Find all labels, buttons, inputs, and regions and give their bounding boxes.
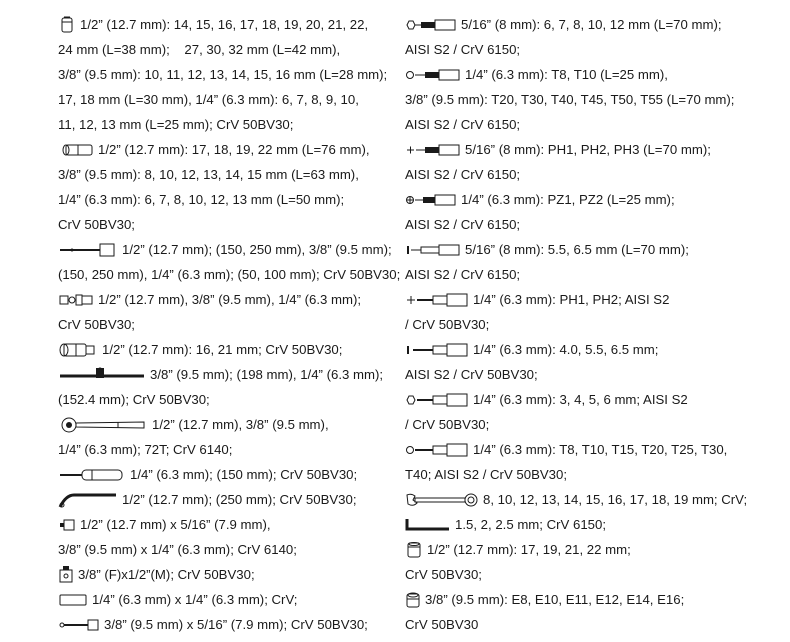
deep-socket-icon [58, 143, 94, 157]
spec-line [405, 187, 785, 212]
spec-text: 5/16” (8 mm): 6, 7, 8, 10, 12 mm (L=70 mm); [461, 17, 722, 32]
spec-text: 1/4” (6.3 mm): PH1, PH2; AISI S2 [473, 292, 670, 307]
spec-line [58, 237, 392, 262]
spec-text: AISI S2 / CrV 6150; [405, 42, 521, 57]
spec-text: (150, 250 mm), 1/4” (6.3 mm); (50, 100 mm); CrV 50BV30; [58, 267, 401, 282]
spec-line [405, 512, 785, 537]
t-bar-icon [58, 366, 146, 384]
spec-line [405, 237, 785, 262]
spec-text: AISI S2 / CrV 6150; [405, 167, 521, 182]
spec-line [405, 37, 785, 62]
spec-text: 1/4” (6.3 mm): 6, 7, 8, 10, 12, 13 mm (L=50 mm); [58, 192, 345, 207]
spec-text: / CrV 50BV30; [405, 317, 490, 332]
spec-line [58, 137, 388, 162]
spec-line [58, 587, 388, 612]
spec-text: AISI S2 / CrV 6150; [405, 117, 521, 132]
spec-text: 1/2” (12.7 mm); (250 mm); CrV 50BV30; [122, 492, 357, 507]
spec-line [58, 162, 388, 187]
spec-line [58, 562, 388, 587]
spec-line [405, 12, 785, 37]
spec-line [58, 437, 388, 462]
spec-line [405, 437, 785, 462]
e-torx-socket-icon [405, 591, 421, 609]
spec-line [405, 87, 785, 112]
spec-text: (152.4 mm); CrV 50BV30; [58, 392, 210, 407]
combination-wrench-icon [405, 491, 479, 509]
spec-text: CrV 50BV30 [405, 617, 479, 632]
spec-line [58, 387, 388, 412]
spec-line [405, 612, 785, 637]
right-spec-column [405, 12, 785, 637]
spec-line [405, 262, 785, 287]
spec-text: 17, 18 mm (L=30 mm), 1/4” (6.3 mm): 6, 7, 8, 9, 10, [58, 92, 359, 107]
spec-line [405, 287, 785, 312]
spec-text: 3/8” (9.5 mm): T20, T30, T40, T45, T50, T55 (L=70 mm); [405, 92, 735, 107]
bit-holder-icon [58, 593, 88, 607]
spec-line [58, 337, 388, 362]
spec-text: 1/4” (6.3 mm); 72T; CrV 6140; [58, 442, 233, 457]
spec-text: AISI S2 / CrV 6150; [405, 267, 521, 282]
slotted-bit-icon [405, 342, 469, 358]
spec-text: 1/2” (12.7 mm), 3/8” (9.5 mm), 1/4” (6.3 mm); [98, 292, 362, 307]
impact-socket-icon [405, 541, 423, 559]
screwdriver-handle-icon [58, 468, 126, 482]
hex-bit-socket-icon [405, 18, 457, 32]
spec-line [58, 487, 388, 512]
spark-plug-socket-icon [58, 342, 98, 358]
spec-line [58, 112, 388, 137]
spec-text: 1/4” (6.3 mm): 4.0, 5.5, 6.5 mm; [473, 342, 659, 357]
spec-line [405, 462, 785, 487]
spec-text: CrV 50BV30; [405, 567, 482, 582]
pozidriv-bit-socket-icon [405, 193, 457, 207]
spec-line [58, 212, 388, 237]
spec-text: 1/2” (12.7 mm): 17, 19, 21, 22 mm; [427, 542, 631, 557]
spec-line [405, 487, 785, 512]
spec-text: 1/2” (12.7 mm) x 5/16” (7.9 mm), [80, 517, 271, 532]
spec-line [58, 12, 388, 37]
torx-bit-icon [405, 442, 469, 458]
spec-line [58, 262, 401, 287]
spec-line [405, 412, 785, 437]
socket-adapter-icon [58, 566, 74, 584]
phillips-bit-socket-icon [405, 143, 461, 157]
spec-text: 8, 10, 12, 13, 14, 15, 16, 17, 18, 19 mm; CrV; [483, 492, 748, 507]
left-spec-column [58, 12, 401, 637]
spec-line [405, 337, 785, 362]
breaker-bar-icon [58, 491, 118, 509]
universal-joint-icon [58, 292, 94, 308]
spec-line [405, 312, 785, 337]
spec-line [58, 37, 388, 62]
extension-bar-icon [58, 242, 118, 258]
spec-text: 3/8” (9.5 mm) x 1/4” (6.3 mm); CrV 6140; [58, 542, 297, 557]
spec-line [405, 112, 785, 137]
spec-text: 1.5, 2, 2.5 mm; CrV 6150; [455, 517, 606, 532]
spec-text: 1/2” (12.7 mm): 14, 15, 16, 17, 18, 19, 20, 21, 22, [80, 17, 369, 32]
spec-line [58, 537, 388, 562]
spec-line [405, 62, 785, 87]
spec-line [405, 137, 785, 162]
spec-text: / CrV 50BV30; [405, 417, 490, 432]
spec-text: 3/8” (F)x1/2”(M); CrV 50BV30; [78, 567, 255, 582]
spec-line [405, 387, 785, 412]
spec-line [405, 362, 785, 387]
spec-text: CrV 50BV30; [58, 217, 135, 232]
spec-text: 1/2” (12.7 mm); (150, 250 mm), 3/8” (9.5 mm); [122, 242, 392, 257]
spec-line [58, 187, 388, 212]
spec-text: 24 mm (L=38 mm); 27, 30, 32 mm (L=42 mm), [58, 42, 341, 57]
spec-line [58, 612, 388, 637]
spec-text: AISI S2 / CrV 6150; [405, 217, 521, 232]
spec-line [405, 162, 785, 187]
spec-text: 1/4” (6.3 mm) x 1/4” (6.3 mm); CrV; [92, 592, 298, 607]
phillips-bit-icon [405, 292, 469, 308]
spec-line [58, 462, 388, 487]
spec-text: 1/4” (6.3 mm); (150 mm); CrV 50BV30; [130, 467, 358, 482]
spec-text: 1/4” (6.3 mm): PZ1, PZ2 (L=25 mm); [461, 192, 675, 207]
spec-line [58, 362, 388, 387]
spec-text: 1/2” (12.7 mm): 17, 18, 19, 22 mm (L=76 mm), [98, 142, 370, 157]
spec-line [405, 212, 785, 237]
hex-key-icon [405, 517, 451, 533]
spec-line [58, 412, 388, 437]
short-socket-icon [58, 16, 76, 34]
spec-line [58, 512, 388, 537]
slotted-bit-socket-icon [405, 243, 461, 257]
spec-text: 5/16” (8 mm): 5.5, 6.5 mm (L=70 mm); [465, 242, 689, 257]
spec-text: 3/8” (9.5 mm): 8, 10, 12, 13, 14, 15 mm (L=63 mm), [58, 167, 359, 182]
spec-line [58, 62, 388, 87]
spec-text: 1/4” (6.3 mm): T8, T10 (L=25 mm), [465, 67, 668, 82]
spec-text: 3/8” (9.5 mm): E8, E10, E11, E12, E14, E16; [425, 592, 685, 607]
spec-text: 5/16” (8 mm): PH1, PH2, PH3 (L=70 mm); [465, 142, 711, 157]
spec-text: 1/2” (12.7 mm): 16, 21 mm; CrV 50BV30; [102, 342, 343, 357]
spec-text: CrV 50BV30; [58, 317, 135, 332]
spec-text: 3/8” (9.5 mm): 10, 11, 12, 13, 14, 15, 16 mm (L=28 mm); [58, 67, 388, 82]
spec-text: 3/8” (9.5 mm) x 5/16” (7.9 mm); CrV 50BV30; [104, 617, 368, 632]
spec-text: 1/4” (6.3 mm): 3, 4, 5, 6 mm; AISI S2 [473, 392, 688, 407]
bit-adapter-icon [58, 518, 76, 532]
spec-line [405, 587, 785, 612]
bit-adapter-long-icon [58, 618, 100, 632]
spec-line [405, 537, 785, 562]
ratchet-icon [58, 416, 148, 434]
spec-text: 3/8” (9.5 mm); (198 mm), 1/4” (6.3 mm); [150, 367, 384, 382]
spec-text: 11, 12, 13 mm (L=25 mm); CrV 50BV30; [58, 117, 294, 132]
spec-text: T40; AISI S2 / CrV 50BV30; [405, 467, 567, 482]
torx-bit-socket-icon [405, 68, 461, 82]
spec-line [58, 312, 388, 337]
spec-line [58, 287, 388, 312]
spec-line [405, 562, 785, 587]
spec-text: AISI S2 / CrV 50BV30; [405, 367, 538, 382]
spec-line [58, 87, 388, 112]
hex-bit-icon [405, 392, 469, 408]
spec-text: 1/2” (12.7 mm), 3/8” (9.5 mm), [152, 417, 329, 432]
spec-text: 1/4” (6.3 mm): T8, T10, T15, T20, T25, T30, [473, 442, 728, 457]
